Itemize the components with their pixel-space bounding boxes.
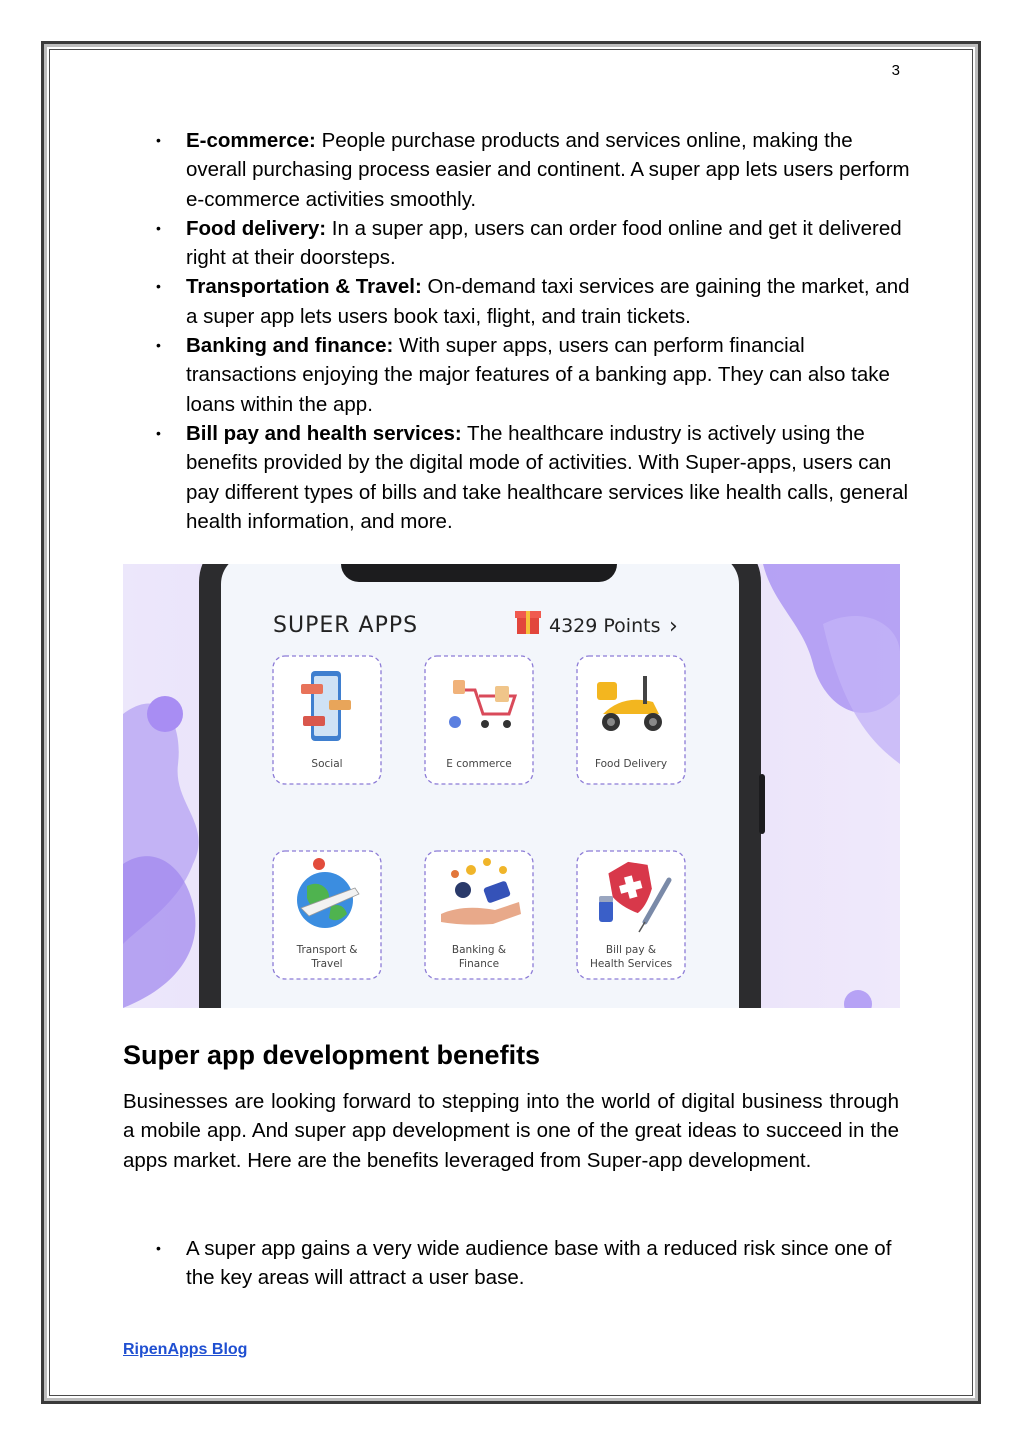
list-item-label: Transportation & Travel:	[186, 275, 422, 299]
tile-label: Travel	[311, 958, 343, 970]
list-item-label: E-commerce:	[186, 129, 316, 152]
list-item-label: Banking and finance:	[186, 334, 394, 358]
section-paragraph: Businesses are looking forward to stepping into the world of digital business through a mobile app. And super app development is one of the great ideas to succeed in the apps market. Here are the benefits leveraged from Super-app development.	[123, 1090, 899, 1172]
tile-bill-pay-health[interactable]	[577, 851, 685, 979]
phone-side-button	[759, 774, 765, 834]
circle-shape	[844, 990, 872, 1008]
tile-label: E commerce	[446, 758, 512, 770]
tile-label: Health Services	[589, 958, 673, 970]
benefits-list	[124, 1234, 914, 1293]
tile-label: Transport &	[296, 944, 358, 956]
list-item	[124, 272, 914, 331]
app-brand-title: SUPER APPS	[273, 613, 419, 638]
footer-blog-link[interactable]: RipenApps Blog	[123, 1341, 248, 1358]
list-item	[124, 419, 914, 536]
bullet-glyph: •	[156, 219, 161, 236]
gift-icon	[515, 611, 541, 634]
phone-notch	[341, 564, 617, 582]
bullet-glyph: •	[156, 132, 161, 148]
circle-shape	[147, 696, 183, 732]
tile-food-delivery[interactable]	[577, 656, 685, 784]
list-item-text: With super apps, users can perform financial transactions enjoying the major features of a banking app. They can also take loans within the app.	[186, 334, 890, 416]
list-item-label: Food delivery:	[186, 216, 327, 240]
super-apps-svg	[123, 564, 900, 1008]
tile-label: Bill pay &	[605, 944, 657, 956]
section-heading: Super app development benefits	[123, 1040, 541, 1070]
bullet-glyph: •	[156, 278, 161, 295]
chevron-right-icon[interactable]: ›	[669, 614, 678, 639]
tile-social[interactable]	[273, 656, 381, 784]
list-item-text: The healthcare industry is actively using the benefits provided by the digital mode of activities. With Super-apps, users can pay different types of bills and take healthcare services like health calls, general health information, and more.	[186, 421, 909, 533]
tile-label: Finance	[458, 958, 500, 970]
feature-list	[124, 126, 914, 536]
tile-label: Food Delivery	[594, 758, 668, 770]
page-number: 3	[891, 62, 900, 79]
tile-banking-finance[interactable]	[425, 851, 533, 979]
list-item-text: In a super app, users can order food online and get it delivered right at their doorsteps.	[186, 216, 902, 270]
points-counter[interactable]: 4329 Points	[549, 615, 661, 637]
bullet-glyph: •	[156, 424, 161, 441]
bullet-glyph: •	[156, 1240, 161, 1256]
tile-transport-travel[interactable]	[273, 851, 381, 979]
list-item	[124, 331, 914, 419]
tile-ecommerce[interactable]	[425, 656, 533, 784]
tile-label: Social	[311, 758, 343, 770]
list-item-label: Bill pay and health services:	[186, 421, 462, 445]
list-item	[124, 1234, 914, 1293]
list-item	[124, 214, 914, 273]
super-apps-illustration	[123, 564, 900, 1008]
list-item	[124, 126, 914, 214]
list-item-text: A super app gains a very wide audience base with a reduced risk since one of the key areas will attract a user base.	[186, 1237, 892, 1290]
list-item-text: People purchase products and services online, making the overall purchasing process easier and continent. A super app lets users perform e-commerce activities smoothly.	[186, 129, 910, 211]
tile-label: Banking &	[451, 944, 507, 956]
bullet-glyph: •	[156, 337, 161, 354]
list-item-text: On-demand taxi services are gaining the market, and a super app lets users book taxi, flight, and train tickets.	[186, 275, 910, 328]
